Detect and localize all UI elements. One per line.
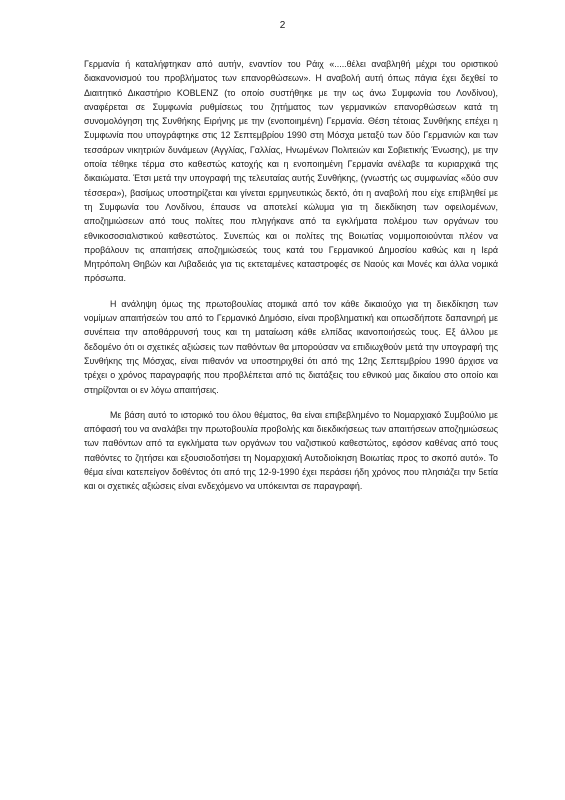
paragraph-2: Η ανάληψη όμως της πρωτοβουλίας ατομικά από τον κάθε δικαιούχο για τη διεκδίκηση των νομίμων απαιτήσεών του από το Γερμανικό Δημόσιο, είναι προβληματική και οπωσδήποτε δαπανηρή με συνέπεια την αποθάρρυνσή τους και τη ματαίωση κάθε ελπίδας ικανοποιήσεώς τους. Εξ άλλου με δεδομένο ότι οι σχετικές αξιώσεις των παθόντων θα μπορούσαν να επιδιωχθούν μετά την υπογραφή της Συνθήκης της Μόσχας, είναι πιθανόν να υποστηριχθεί ότι από της 12ης Σεπτεμβρίου 1990 άρχισε να τρέχει ο χρόνος παραγραφής που προβλέπεται από τις διατάξεις του εθνικού μας δικαίου στο οποίο και στηρίζονται οι εν λόγω απαιτήσεις. [84, 298, 498, 395]
document-body [84, 57, 498, 505]
paragraph-1: Γερμανία ή καταλήφτηκαν από αυτήν, εναντίον του Ράιχ «.....θέλει αναβληθή μέχρι του οριστικού διακανονισμού του προβλήματος των επανορθώσεων». Η αναβολή αυτή όπως πάγια έχει δεχθεί το Διαιτητικό Δικαστήριο KOBLENZ (το οποίο συστήθηκε με την ως άνω Συμφωνία του Λονδίνου), αναφέρεται σε Συμφωνία ρυθμίσεως του ζητήματος των γερμανικών επανορθώσεων κατά τη συνομολόγηση της Συνθήκης Ειρήνης με την (ενοποιημένη) Γερμανία. Θέση τέτοιας Συνθήκης επέχει η Συμφωνία που υπογράφτηκε στις 12 Σεπτεμβρίου 1990 στη Μόσχα μεταξύ των δύο Γερμανιών και των τεσσάρων νικητριών δυνάμεων (Αγγλίας, Γαλλίας, Ηνωμένων Πολιτειών και Σοβιετικής Ένωσης), με την οποία τέθηκε τέρμα στο καθεστώς κατοχής και η ενοποιημένη Γερμανία ανέλαβε τα κυριαρχικά της δικαιώματα. Έτσι μετά την υπογραφή της τελευταίας αυτής Συνθήκης, (γνωστής ως συμφωνίας «δύο συν τέσσερα»), βασίμως υποστηρίζεται και γίνεται ερμηνευτικώς δεκτό, ότι η αναβολή που είχε επιβληθεί με τη Συμφωνία του Λονδίνου, έπαυσε να αποτελεί κώλυμα για τη διεκδίκηση των οφειλομένων, αποζημιώσεων από τους πολίτες που πληγήκανε από τα εγκλήματα πολέμου των οργάνων του εθνικοσοσιαλιστικού καθεστώτος. Συνεπώς και οι πολίτες της Βοιωτίας νομιμοποιούνται πλέον να προβάλουν τις απαιτήσεις αποζημιώσεώς τους κατά του Γερμανικού Δημοσίου καθώς και η Ιερά Μητρόπολη Θηβών και Λιβαδειάς για τις εκτεταμένες καταστροφές σε Ναούς και Μονές και άλλα νομικά πρόσωπα. [84, 59, 498, 284]
page-number: 2 [279, 20, 286, 31]
paragraph-3: Με βάση αυτό το ιστορικό του όλου θέματος, θα είναι επιβεβλημένο το Νομαρχιακό Συμβούλιο με απόφασή του να αναλάβει την πρωτοβουλία προβολής και διεκδικήσεως των απαιτήσεων αποζημιώσεως των παθόντων από τα εγκλήματα των οργάνων του ναζιστικού καθεστώτος, εφόσον καθένας από τους παθόντες το ζητήσει και εξουσιοδοτήσει τη Νομαρχιακή Αυτοδιοίκηση Βοιωτίας προς το σκοπό αυτό». Το θέμα είναι κατεπείγον δοθέντος ότι από της 12-9-1990 έχει περάσει ήδη χρόνος που πλησιάζει την 5ετία και οι σχετικές αξιώσεις είναι ενδεχόμενο να υπόκεινται σε παραγραφή. [84, 409, 498, 492]
